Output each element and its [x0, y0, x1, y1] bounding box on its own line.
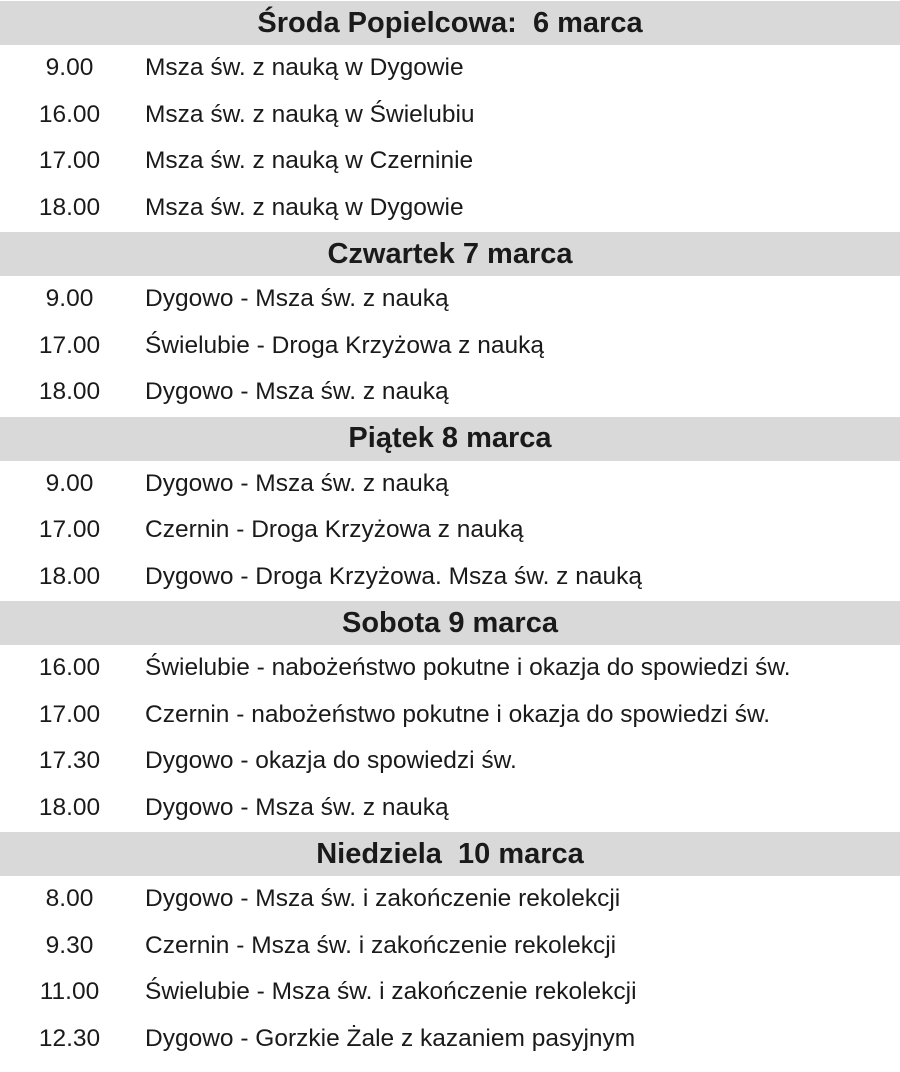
event-time: 16.00 [38, 654, 101, 682]
event-description: Dygowo - okazja do spowiedzi św. [145, 747, 517, 775]
schedule-row [0, 276, 900, 323]
event-description: Świelubie - Droga Krzyżowa z nauką [145, 331, 544, 359]
event-time: 9.00 [45, 469, 94, 497]
event-description: Dygowo - Droga Krzyżowa. Msza św. z nauką [145, 562, 642, 590]
event-time: 11.00 [39, 978, 100, 1006]
event-description: Dygowo - Gorzkie Żale z kazaniem pasyjnym [145, 1024, 636, 1052]
schedule-row [0, 461, 900, 508]
event-description: Dygowo - Msza św. i zakończenie rekolekcji [145, 885, 621, 913]
event-description: Czernin - Msza św. i zakończenie rekolekcji [145, 931, 617, 959]
schedule-row [0, 645, 900, 692]
event-time: 17.00 [38, 516, 101, 544]
event-description: Czernin - nabożeństwo pokutne i okazja do spowiedzi św. [145, 700, 771, 728]
event-time: 9.00 [45, 54, 94, 82]
event-time: 17.00 [38, 147, 101, 175]
event-description: Świelubie - nabożeństwo pokutne i okazja do spowiedzi św. [145, 654, 791, 682]
day-section-sunday [0, 831, 900, 1062]
schedule-row [0, 876, 900, 923]
schedule-row [0, 738, 900, 785]
event-description: Czernin - Droga Krzyżowa z nauką [145, 516, 524, 544]
schedule-row [0, 785, 900, 832]
event-description: Świelubie - Msza św. i zakończenie rekolekcji [145, 978, 637, 1006]
event-description: Dygowo - Msza św. z nauką [145, 793, 449, 821]
day-header: Czwartek 7 marca [0, 232, 900, 276]
event-time: 12.30 [38, 1024, 101, 1052]
schedule-row [0, 323, 900, 370]
day-header: Środa Popielcowa: 6 marca [0, 1, 900, 45]
schedule-row [0, 185, 900, 232]
event-description: Msza św. z nauką w Dygowie [145, 193, 464, 221]
event-time: 17.30 [38, 747, 101, 775]
schedule-row [0, 138, 900, 185]
day-section-saturday [0, 600, 900, 831]
day-header: Sobota 9 marca [0, 601, 900, 645]
event-time: 18.00 [38, 562, 101, 590]
schedule-row [0, 923, 900, 970]
event-description: Msza św. z nauką w Dygowie [145, 54, 464, 82]
event-description: Msza św. z nauką w Czerninie [145, 147, 474, 175]
schedule-row [0, 507, 900, 554]
event-description: Msza św. z nauką w Świelubiu [145, 100, 475, 128]
day-header: Niedziela 10 marca [0, 832, 900, 876]
schedule-row [0, 1016, 900, 1063]
event-time: 18.00 [38, 193, 101, 221]
event-time: 17.00 [38, 700, 101, 728]
event-time: 16.00 [38, 100, 101, 128]
schedule-row [0, 369, 900, 416]
schedule-row [0, 969, 900, 1016]
schedule-row [0, 45, 900, 92]
event-time: 9.30 [45, 931, 94, 959]
schedule-row [0, 554, 900, 601]
event-time: 18.00 [38, 378, 101, 406]
day-section-thursday [0, 231, 900, 416]
schedule-row [0, 92, 900, 139]
event-description: Dygowo - Msza św. z nauką [145, 469, 449, 497]
schedule-row [0, 692, 900, 739]
event-time: 8.00 [45, 885, 94, 913]
event-time: 18.00 [38, 793, 101, 821]
event-description: Dygowo - Msza św. z nauką [145, 285, 449, 313]
event-description: Dygowo - Msza św. z nauką [145, 378, 449, 406]
event-time: 17.00 [38, 331, 101, 359]
day-section-wednesday [0, 0, 900, 231]
event-time: 9.00 [45, 285, 94, 313]
day-section-friday [0, 416, 900, 601]
day-header: Piątek 8 marca [0, 417, 900, 461]
